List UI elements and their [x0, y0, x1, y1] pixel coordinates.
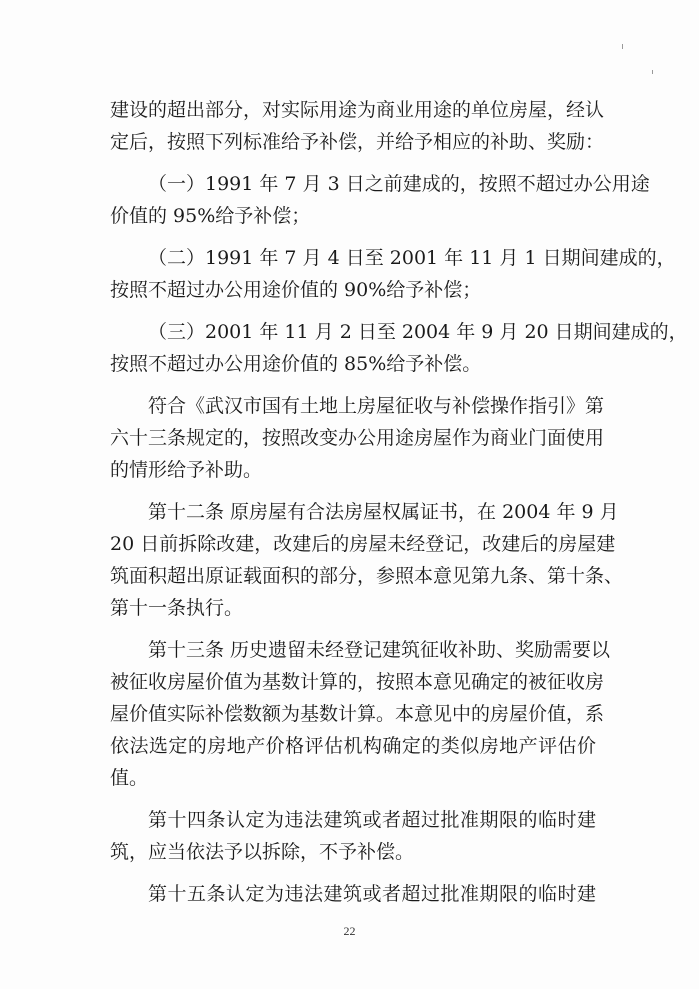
scan-speck: [622, 44, 623, 49]
text-line: 六十三条规定的，按照改变办公用途房屋作为商业门面使用: [110, 427, 605, 449]
text-line: 按照不超过办公用途价值的 90%给予补偿；: [110, 279, 482, 301]
text-line: 定后，按照下列标准给予补偿，并给予相应的补助、奖励：: [110, 131, 605, 153]
text-line: 值。: [110, 767, 149, 789]
text-line: （二）1991 年 7 月 4 日至 2001 年 11 月 1 日期间建成的，: [148, 247, 676, 269]
text-line: 第十二条 原房屋有合法房屋权属证书，在 2004 年 9 月: [148, 501, 619, 523]
scan-speck: [652, 70, 653, 74]
text-line: 屋价值实际补偿数额为基数计算。本意见中的房屋价值，系: [110, 703, 605, 725]
text-line: 20 日前拆除改建，改建后的房屋未经登记，改建后的房屋建: [110, 533, 616, 555]
page-number: 22: [343, 924, 356, 938]
text-line: （三）2001 年 11 月 2 日至 2004 年 9 月 20 日期间建成的，: [148, 321, 688, 343]
text-line: 第十三条 历史遗留未经登记建筑征收补助、奖励需要以: [148, 639, 611, 661]
text-line: 第十一条执行。: [110, 597, 244, 619]
text-line: 被征收房屋价值为基数计算的，按照本意见确定的被征收房: [110, 671, 605, 693]
text-line: 建设的超出部分，对实际用途为商业用途的单位房屋，经认: [110, 99, 605, 121]
text-line: 符合《武汉市国有土地上房屋征收与补偿操作指引》第: [148, 395, 605, 417]
text-line: 依法选定的房地产价格评估机构确定的类似房地产评估价: [110, 735, 596, 757]
text-line: （一）1991 年 7 月 3 日之前建成的，按照不超过办公用途: [148, 173, 650, 195]
text-line: 的情形给予补助。: [110, 459, 263, 481]
text-line: 第十四条认定为违法建筑或者超过批准期限的临时建: [148, 809, 596, 831]
text-line: 筑面积超出原证载面积的部分，参照本意见第九条、第十条、: [110, 565, 624, 587]
text-line: 价值的 95%给予补偿；: [110, 205, 311, 227]
text-line: 筑，应当依法予以拆除，不予补偿。: [110, 841, 415, 863]
text-line: 第十五条认定为违法建筑或者超过批准期限的临时建: [148, 883, 596, 905]
body-text: [110, 94, 688, 910]
text-line: 按照不超过办公用途价值的 85%给予补偿。: [110, 353, 482, 375]
